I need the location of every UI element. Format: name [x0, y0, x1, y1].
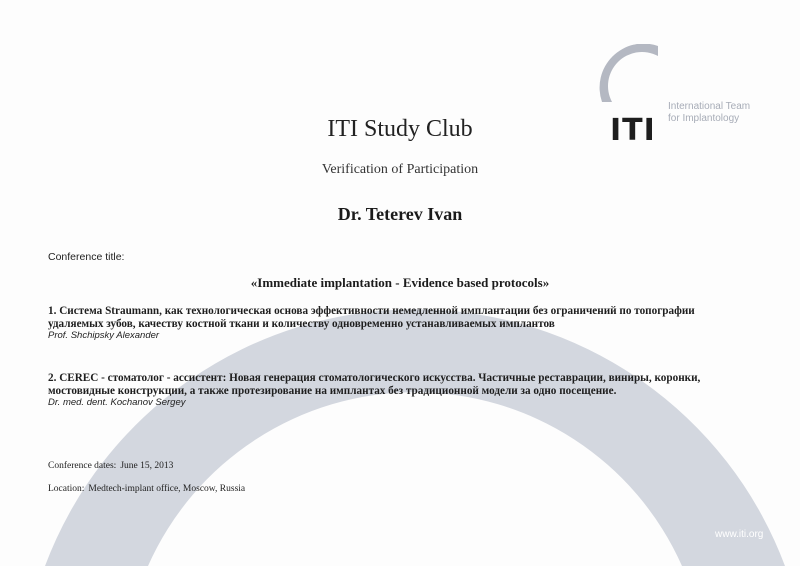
logo-iti-text: ITI — [610, 113, 656, 148]
lecture-text: 1. Система Straumann, как технологическая основа эффективности немедленной имплантации без ограничений по топографии удаляемых зубов, качеству костной ткани и количеству одновременно устанавливаемых имплантов — [48, 305, 695, 330]
conference-label: Conference title: — [48, 251, 125, 263]
conference-dates — [48, 461, 173, 471]
lecture-text: 2. CEREC - стоматолог - ассистент: Новая генерация стоматологического искусства. Частичные реставрации, виниры, коронки, мостовидные конструкции, а также протезирование на имплантах без традиционной модели за одно посещение. — [48, 372, 701, 397]
dates-label: Conference dates: — [48, 461, 117, 471]
dates-value: June 15, 2013 — [120, 461, 174, 471]
location-value: Medtech-implant office, Moscow, Russia — [88, 484, 246, 494]
lecture-author: Dr. med. dent. Kochanov Sergey — [48, 397, 186, 408]
lecture-item — [48, 305, 748, 342]
participant-name: Dr. Teterev Ivan — [337, 204, 463, 224]
logo-line-2: for Implantology — [668, 113, 740, 124]
certificate-subtitle: Verification of Participation — [321, 162, 479, 177]
location-label: Location: — [48, 484, 85, 494]
conference-location — [48, 484, 245, 494]
certificate-title: ITI Study Club — [327, 116, 473, 142]
conference-title: «Immediate implantation - Evidence based protocols» — [250, 275, 550, 290]
logo-line-1: International Team — [668, 101, 751, 112]
footer-url: www.iti.org — [715, 529, 764, 540]
lecture-item — [48, 372, 748, 409]
lecture-author: Prof. Shchipsky Alexander — [48, 330, 160, 341]
